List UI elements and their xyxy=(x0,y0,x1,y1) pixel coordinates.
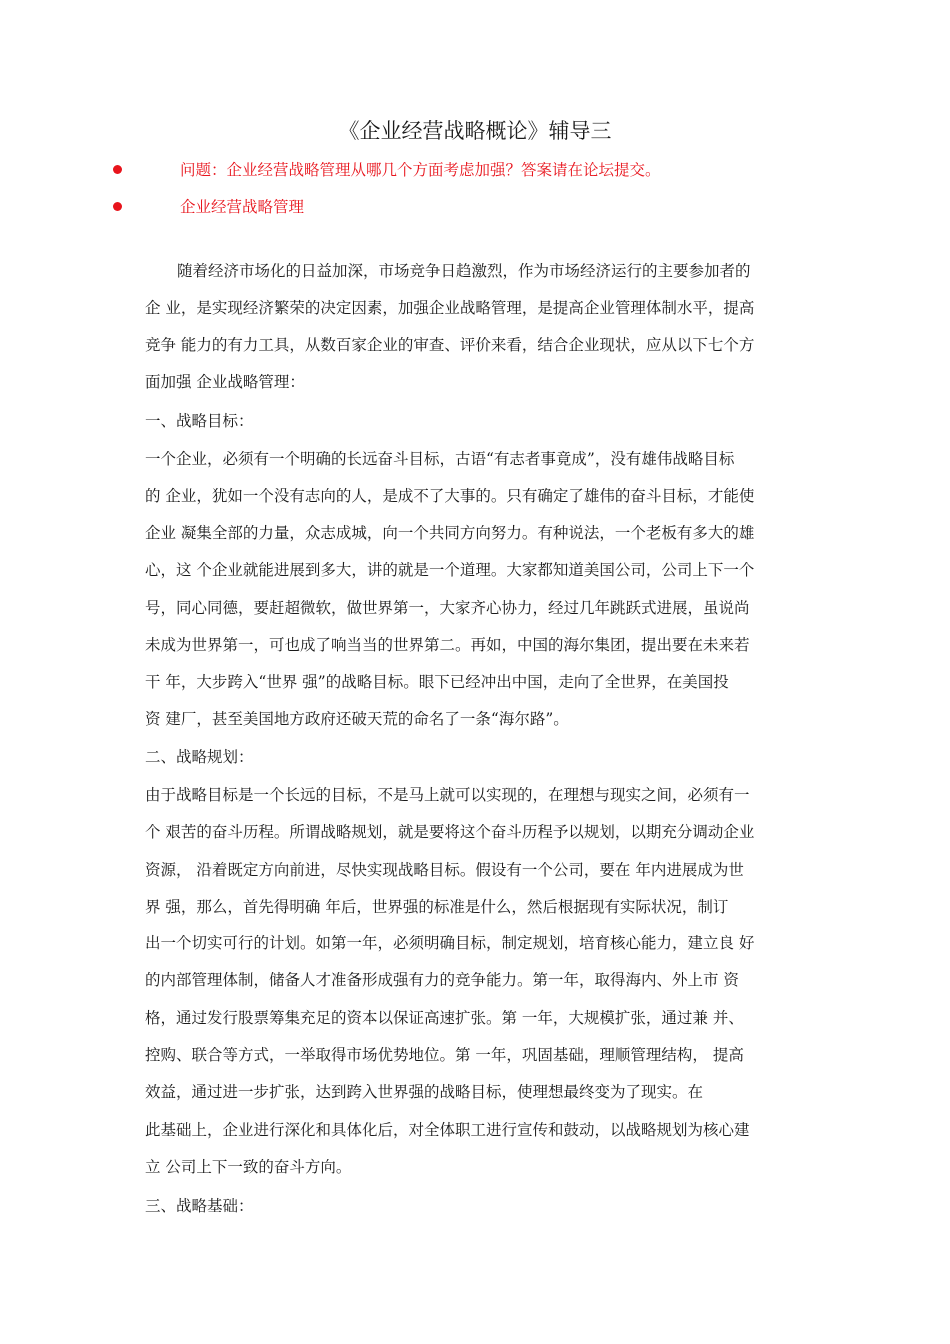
body-line: 号，同心同德，要赶超微软，做世界第一，大家齐心协力，经过几年跳跃式进展，虽说尚 xyxy=(145,599,750,617)
body-line: 的内部管理体制，储备人才准备形成强有力的竞争能力。第一年，取得海内、外上市 资 xyxy=(145,971,739,989)
bullet-item-topic xyxy=(0,195,950,221)
body-line: 企 业，是实现经济繁荣的决定因素，加强企业战略管理，是提高企业管理体制水平，提高 xyxy=(145,299,755,317)
body-line: 格，通过发行股票筹集充足的资本以保证高速扩张。第 一年，大规模扩张，通过兼 并、 xyxy=(145,1009,744,1027)
body-line: 界 强，那么，首先得明确 年后，世界强的标准是什么，然后根据现有实际状况，制订 xyxy=(145,898,729,916)
body-line: 随着经济市场化的日益加深，市场竞争日趋激烈，作为市场经济运行的主要参加者的 xyxy=(177,262,751,280)
body-line: 此基础上，企业进行深化和具体化后，对全体职工进行宣传和鼓动，以战略规划为核心建 xyxy=(145,1121,750,1139)
body-line: 资 建厂，甚至美国地方政府还破天荒的命名了一条“海尔路”。 xyxy=(145,710,569,728)
bullet-text: 企业经营战略管理 xyxy=(180,198,305,216)
bullet-dot-icon xyxy=(113,202,122,211)
body-line: 干 年，大步跨入“世界 强”的战略目标。眼下已经冲出中国，走向了全世界，在美国投 xyxy=(145,673,729,691)
body-line: 立 公司上下一致的奋斗方向。 xyxy=(145,1158,352,1176)
section-heading: 三、战略基础： xyxy=(145,1197,254,1215)
body-line: 未成为世界第一，可也成了响当当的世界第二。再如，中国的海尔集团，提出要在未来若 xyxy=(145,636,750,654)
body-line: 由于战略目标是一个长远的目标，不是马上就可以实现的，在理想与现实之间，必须有一 xyxy=(145,786,750,804)
bullet-item-question xyxy=(0,158,950,184)
section-heading: 一、战略目标： xyxy=(145,412,254,430)
body-line: 的 企业，犹如一个没有志向的人，是成不了大事的。只有确定了雄伟的奋斗目标，才能使 xyxy=(145,487,755,505)
body-line: 面加强 企业战略管理： xyxy=(145,373,305,391)
body-line: 竞争 能力的有力工具，从数百家企业的审查、评价来看，结合企业现状，应从以下七个方 xyxy=(145,336,755,354)
body-line: 控购、联合等方式，一举取得市场优势地位。第 一年，巩固基础，理顺管理结构， 提高 xyxy=(145,1046,744,1064)
body-line: 一个企业，必须有一个明确的长远奋斗目标，古语“有志者事竟成”，没有雄伟战略目标 xyxy=(145,450,735,468)
section-heading: 二、战略规划： xyxy=(145,748,254,766)
document-title: 《企业经营战略概论》辅导三 xyxy=(338,119,612,143)
body-line: 资源， 沿着既定方向前进，尽快实现战略目标。假设有一个公司，要在 年内进展成为世 xyxy=(145,861,744,879)
bullet-text: 问题：企业经营战略管理从哪几个方面考虑加强？答案请在论坛提交。 xyxy=(180,161,661,179)
body-line: 个 艰苦的奋斗历程。所谓战略规划，就是要将这个奋斗历程予以规划，以期充分调动企业 xyxy=(145,823,755,841)
body-line: 出一个切实可行的计划。如第一年，必须明确目标，制定规划，培育核心能力，建立良 好 xyxy=(145,934,755,952)
body-line: 效益，通过进一步扩张，达到跨入世界强的战略目标，使理想最终变为了现实。在 xyxy=(145,1083,704,1101)
bullet-dot-icon xyxy=(113,165,122,174)
body-line: 心，这 个企业就能进展到多大，讲的就是一个道理。大家都知道美国公司，公司上下一个 xyxy=(145,561,755,579)
body-line: 企业 凝集全部的力量，众志成城，向一个共同方向努力。有种说法，一个老板有多大的雄 xyxy=(145,524,755,542)
